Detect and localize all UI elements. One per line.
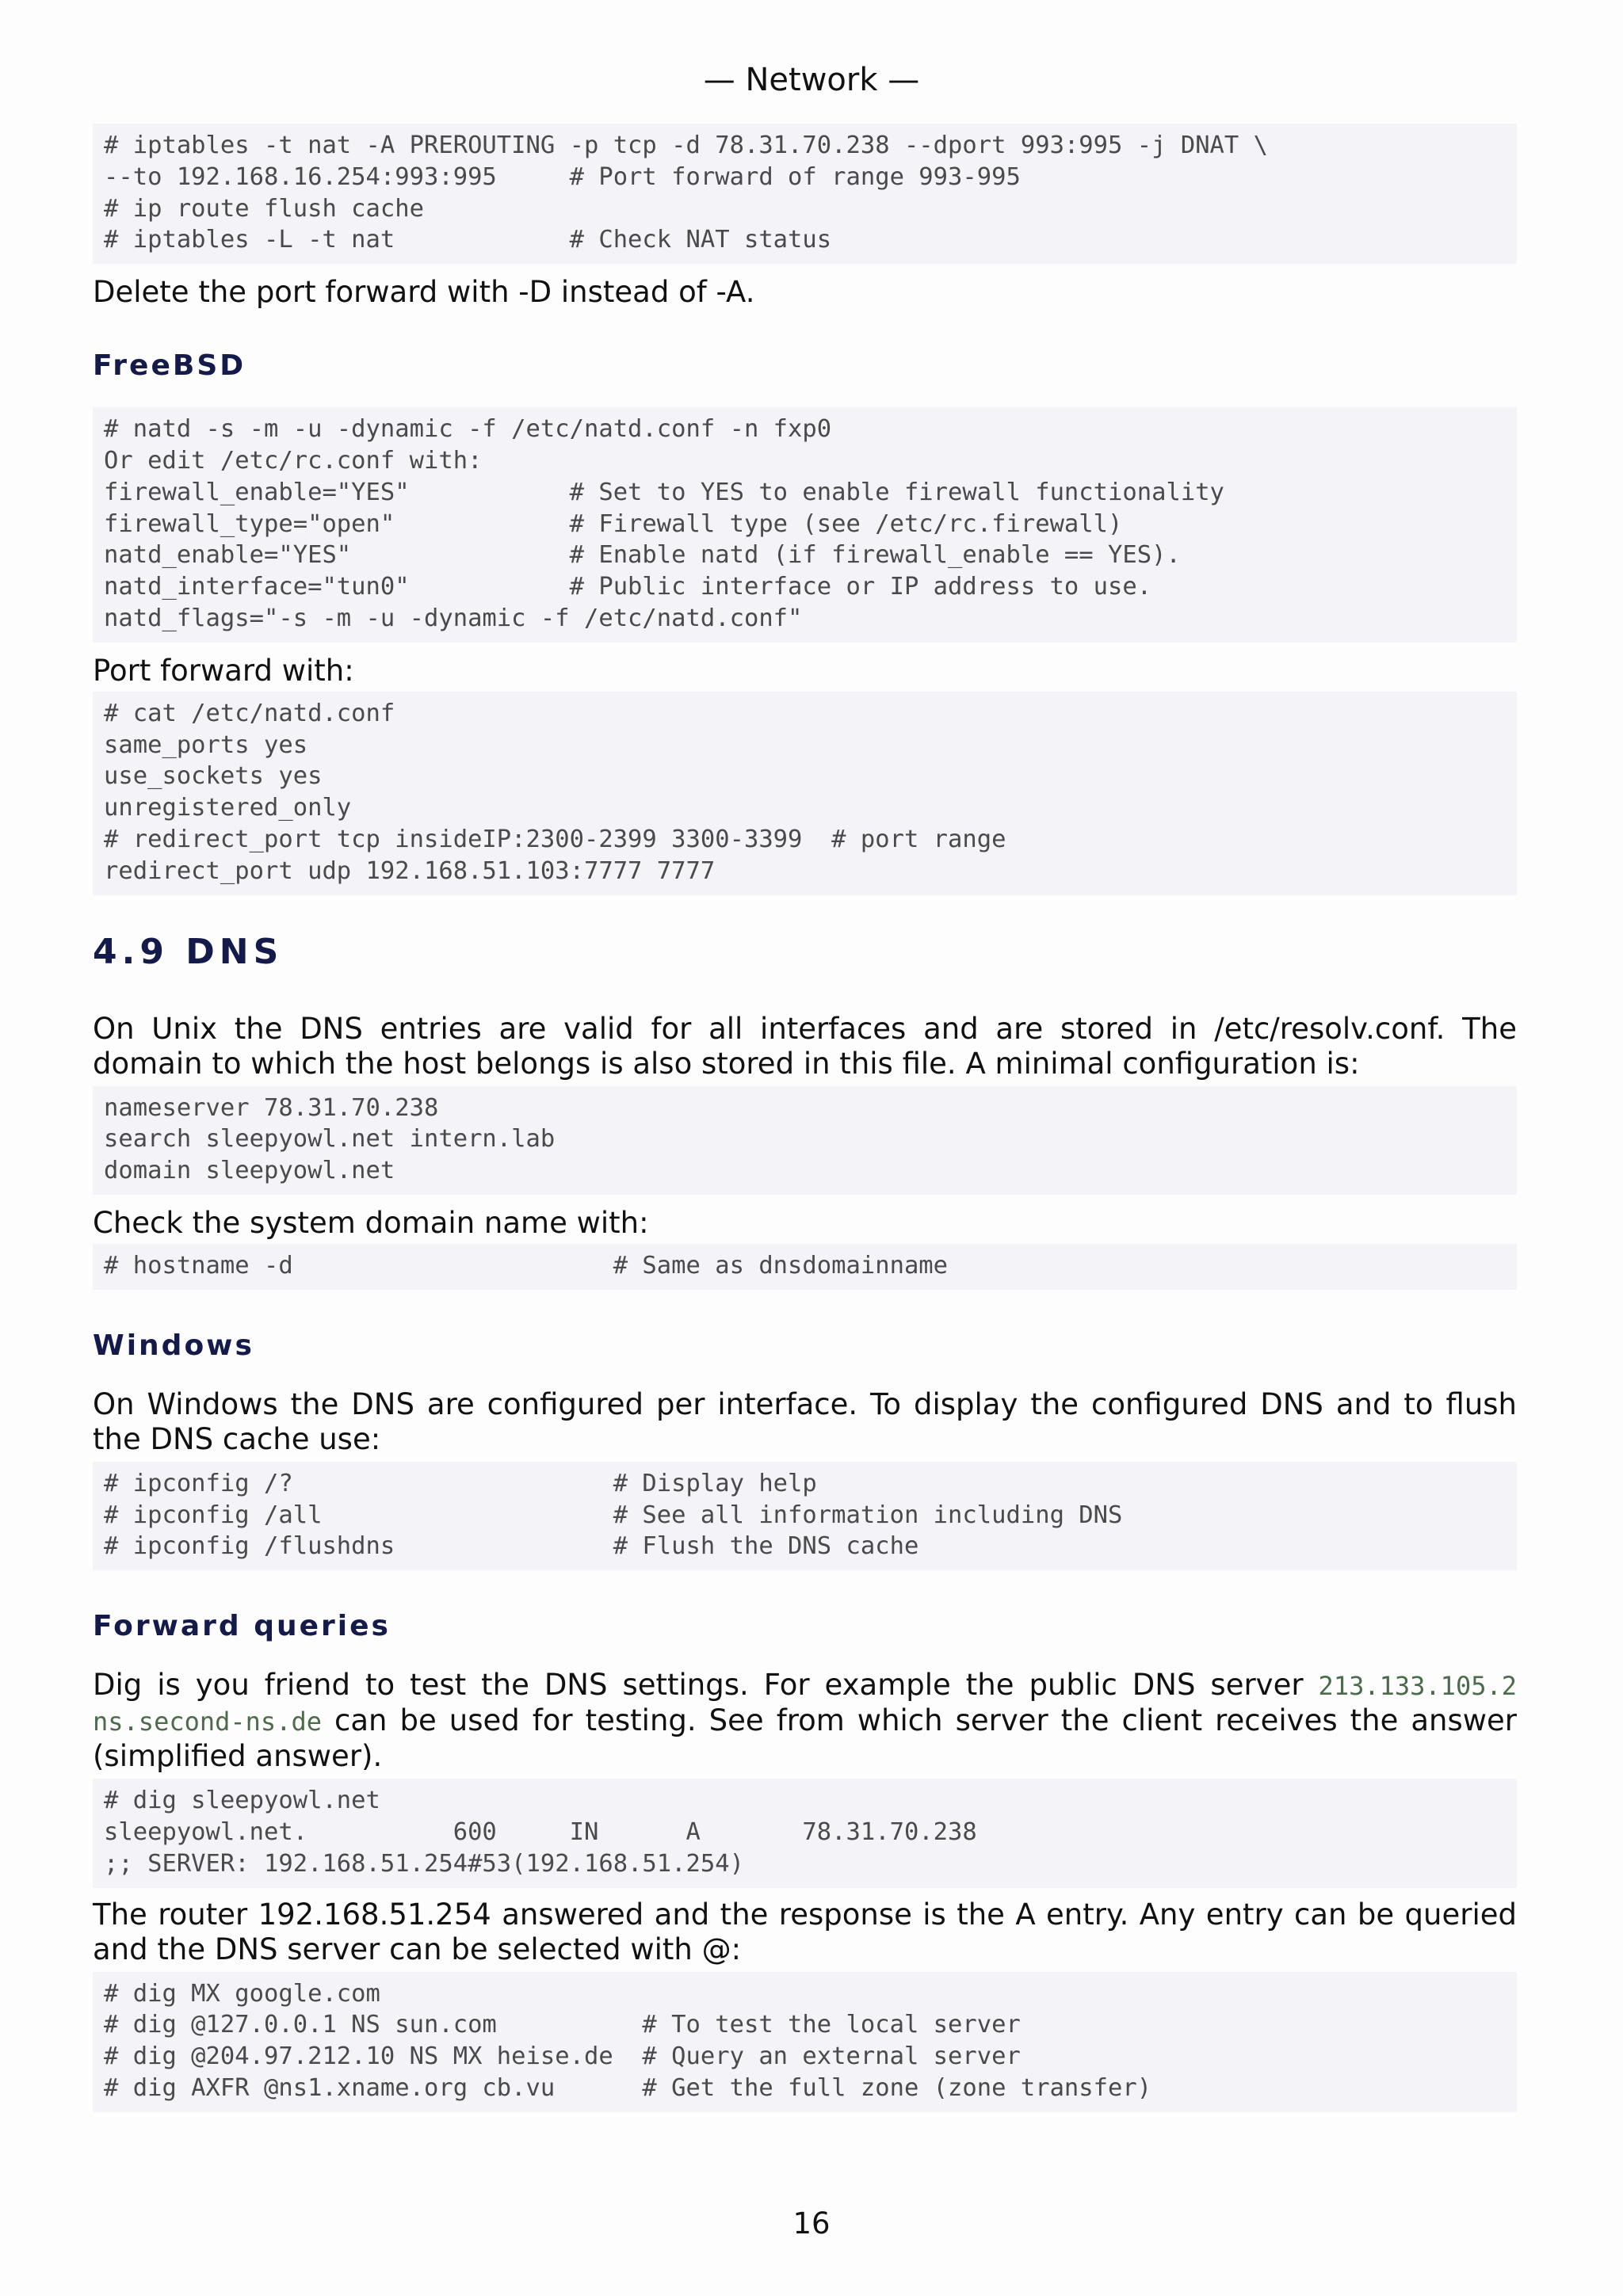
code-line: # natd -s -m -u -dynamic -f /etc/natd.conf -n fxp0 xyxy=(104,415,832,444)
code-line: nameserver 78.31.70.238 xyxy=(104,1093,439,1122)
code-line: search sleepyowl.net intern.lab xyxy=(104,1125,556,1154)
code-line: firewall_type="open" # Firewall type (see /etc/rc.firewall) xyxy=(104,509,1123,538)
page-content xyxy=(93,124,1517,2112)
paragraph xyxy=(93,1668,1517,1774)
code-line: use_sockets yes xyxy=(104,762,323,791)
code-line: natd_flags="-s -m -u -dynamic -f /etc/natd.conf" xyxy=(104,604,803,632)
code-line: # cat /etc/natd.conf xyxy=(104,699,395,727)
code-line: same_ports yes xyxy=(104,730,308,759)
code-line: # dig @127.0.0.1 NS sun.com # To test the local server xyxy=(104,2011,1021,2039)
paragraph: Delete the port forward with -D instead of -A. xyxy=(93,275,755,310)
code-line: # iptables -t nat -A PREROUTING -p tcp -d 78.31.70.238 --dport 993:995 -j DNAT \ xyxy=(104,132,1269,159)
code-block xyxy=(93,1462,1517,1570)
subsection-heading: FreeBSD xyxy=(93,349,246,383)
code-line: # dig AXFR @ns1.xname.org cb.vu # Get the full zone (zone transfer) xyxy=(104,2073,1152,2102)
code-block xyxy=(93,124,1517,264)
subsection-heading: Forward queries xyxy=(93,1610,391,1643)
code-line: firewall_enable="YES" # Set to YES to enable firewall functionality xyxy=(104,478,1224,506)
code-line: natd_enable="YES" # Enable natd (if firewall_enable == YES). xyxy=(104,541,1181,570)
code-line: # redirect_port tcp insideIP:2300-2399 3300-3399 # port range xyxy=(104,825,1006,853)
code-line: sleepyowl.net. 600 IN A 78.31.70.238 xyxy=(104,1817,977,1846)
code-block xyxy=(93,692,1517,895)
subsection-heading: Windows xyxy=(93,1329,254,1362)
code-line: # ipconfig /? # Display help xyxy=(104,1469,817,1497)
code-line: redirect_port udp 192.168.51.103:7777 7777 xyxy=(104,856,716,885)
code-block xyxy=(93,1244,1517,1290)
paragraph: On Windows the DNS are configured per interface. To display the configured DNS and to flush the DNS cache use: xyxy=(93,1386,1517,1456)
code-line: # dig @204.97.212.10 NS MX heise.de # Query an external server xyxy=(104,2042,1021,2071)
paragraph-text: can be used for testing. See from which server the client receives the answer (simplified answer). xyxy=(93,1703,1517,1774)
code-line: Or edit /etc/rc.conf with: xyxy=(104,446,483,475)
inline-ip-address: 213.133.105.2 xyxy=(1318,1671,1517,1702)
inline-hostname: ns.second-ns.de xyxy=(93,1707,322,1737)
code-block xyxy=(93,1972,1517,2112)
paragraph: Check the system domain name with: xyxy=(93,1205,649,1240)
paragraph: The router 192.168.51.254 answered and the response is the A entry. Any entry can be queried and the DNS server can be selected with @: xyxy=(93,1897,1517,1966)
code-line: # dig sleepyowl.net xyxy=(104,1787,380,1815)
code-line: # ip route flush cache xyxy=(104,194,424,223)
code-line: # ipconfig /all # See all information including DNS xyxy=(104,1501,1123,1529)
code-line: natd_interface="tun0" # Public interface or IP address to use. xyxy=(104,573,1152,601)
code-line: ;; SERVER: 192.168.51.254#53(192.168.51.254) xyxy=(104,1849,744,1878)
code-block xyxy=(93,1086,1517,1195)
page-header: — Network — xyxy=(703,62,920,98)
code-line: domain sleepyowl.net xyxy=(104,1157,395,1185)
code-block xyxy=(93,1779,1517,1887)
code-line: # iptables -L -t nat # Check NAT status xyxy=(104,226,832,254)
paragraph-text: Dig is you friend to test the DNS settings. For example the public DNS server xyxy=(93,1668,1319,1703)
page-number: 16 xyxy=(792,2206,831,2241)
code-line: # ipconfig /flushdns # Flush the DNS cache xyxy=(104,1532,919,1561)
code-block xyxy=(93,407,1517,643)
code-line: # hostname -d # Same as dnsdomainname xyxy=(104,1251,949,1280)
code-line: unregistered_only xyxy=(104,794,352,822)
code-line: --to 192.168.16.254:993:995 # Port forward of range 993-995 xyxy=(104,162,1021,191)
paragraph: On Unix the DNS entries are valid for all interfaces and are stored in /etc/resolv.conf. The domain to which the host belongs is also stored in this file. A minimal configuration is: xyxy=(93,1011,1517,1081)
code-line: # dig MX google.com xyxy=(104,1979,380,2008)
section-heading: 4.9 DNS xyxy=(93,931,284,972)
paragraph: Port forward with: xyxy=(93,653,354,688)
